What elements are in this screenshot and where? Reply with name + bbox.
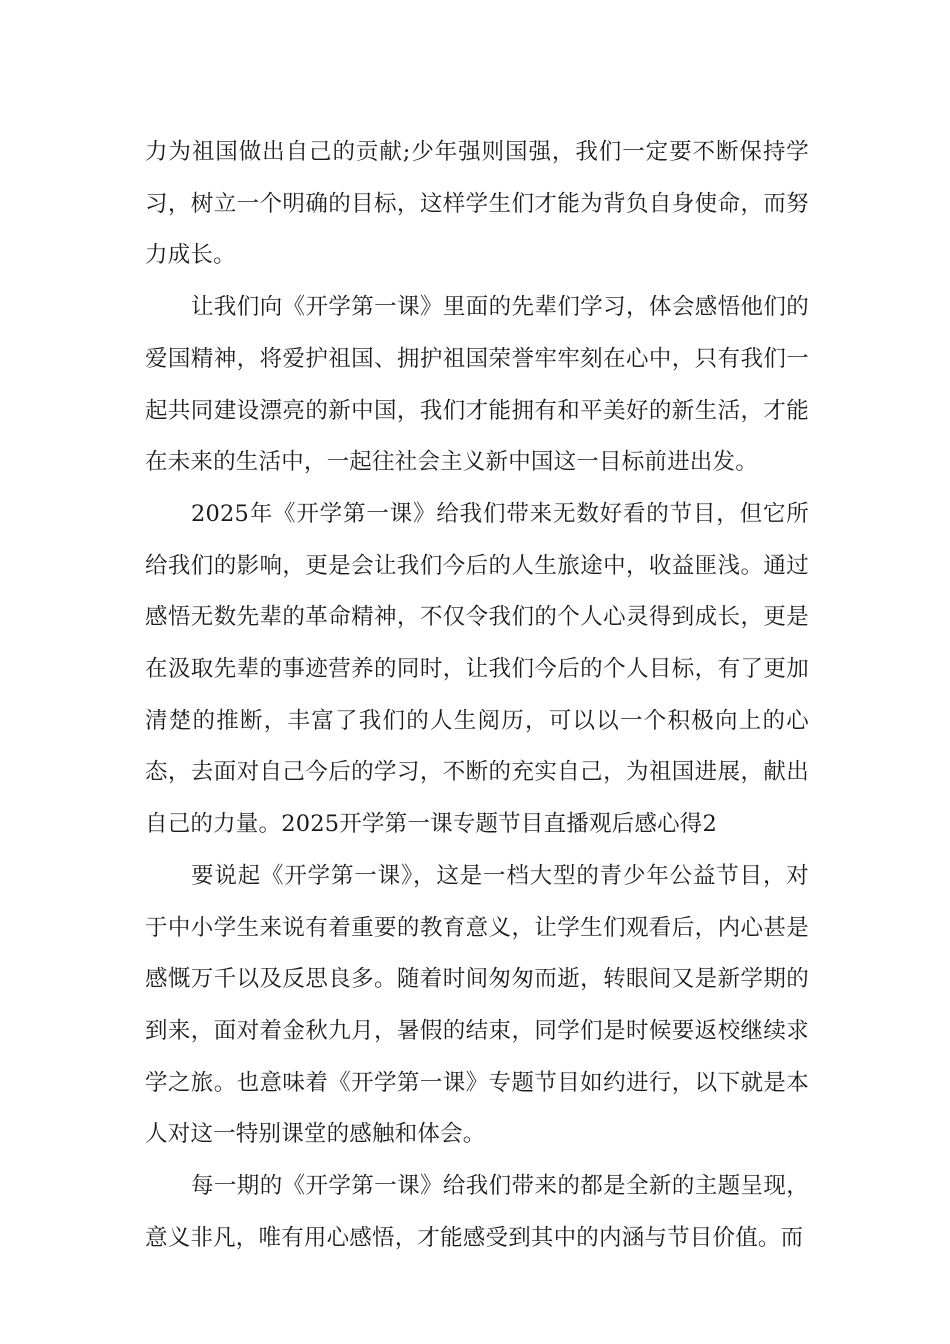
section-heading-inline: 2025开学第一课专题节目直播观后感心得2 [281,811,717,838]
paragraph-4: 要说起《开学第一课》，这是一档大型的青少年公益节目，对于中小学生来说有着重要的教育意义，让学生们观看后，内心甚是感慨万千以及反思良多。随着时间匆匆而逝，转眼间又是新学期的到来，面对着金秋九月，暑假的结束，同学们是时候要返校继续求学之旅。也意味着《开学第一课》专题节目如约进行，以下就是本人对这一特别课堂的感触和体会。 [145,862,809,1148]
paragraph-2: 让我们向《开学第一课》里面的先辈们学习，体会感悟他们的爱国精神，将爱护祖国、拥护祖国荣誉牢牢刻在心中，只有我们一起共同建设漂亮的新中国，我们才能拥有和平美好的新生活，才能在未来的生活中，一起往社会主义新中国这一目标前进出发。 [145,294,809,476]
paragraph-1: 力为祖国做出自己的贡献;少年强则国强，我们一定要不断保持学习，树立一个明确的目标，这样学生们才能为背负自身使命，而努力成长。 [145,139,809,269]
paragraph-3-text: 2025年《开学第一课》给我们带来无数好看的节目，但它所给我们的影响，更是会让我们今后的人生旅途中，收益匪浅。通过感悟无数先辈的革命精神，不仅令我们的个人心灵得到成长，更是在汲取先辈的事迹营养的同时，让我们今后的个人目标，有了更加清楚的推断，丰富了我们的人生阅历，可以以一个积极向上的心态，去面对自己今后的学习，不断的充实自己，为祖国进展，献出自己的力量。 [145,500,809,838]
paragraph-5: 每一期的《开学第一课》给我们带来的都是全新的主题呈现，意义非凡，唯有用心感悟，才能感受到其中的内涵与节目价值。而 [145,1173,809,1251]
document-body [145,127,809,1264]
paragraph-3 [145,489,809,851]
